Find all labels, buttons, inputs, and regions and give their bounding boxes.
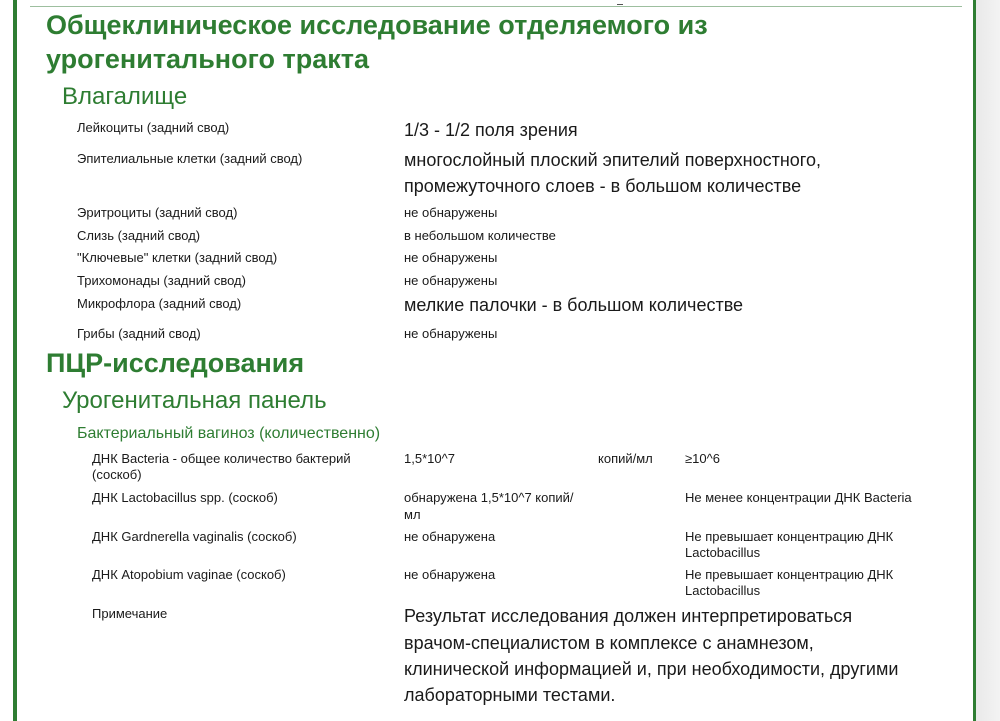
row-label-mucus: Слизь (задний свод) — [77, 228, 201, 243]
pcr-value-bacteria: 1,5*10^7 — [404, 451, 455, 466]
pcr-unit-bacteria: копий/мл — [598, 451, 653, 466]
row-value-leukocytes: 1/3 - 1/2 поля зрения — [404, 120, 578, 140]
row-value-microflora: мелкие палочки - в большом количестве — [404, 295, 744, 315]
row-label-erythrocytes: Эритроциты (задний свод) — [77, 205, 238, 220]
pcr-ref-atopobium-line1: Не превышает концентрацию ДНК — [685, 567, 894, 582]
row-label-microflora: Микрофлора (задний свод) — [77, 296, 242, 311]
pcr-value-gardnerella: не обнаружена — [404, 529, 496, 544]
panel-title-urogenital: Урогенитальная панель — [62, 387, 327, 414]
pcr-value-atopobium: не обнаружена — [404, 567, 496, 582]
note-label: Примечание — [92, 606, 168, 621]
pcr-label-atopobium: ДНК Atopobium vaginae (соскоб) — [92, 567, 286, 582]
pcr-ref-gardnerella-line1: Не превышает концентрацию ДНК — [685, 529, 894, 544]
pcr-ref-gardnerella-line2: Lactobacillus — [685, 545, 761, 560]
row-label-trichomonas: Трихомонады (задний свод) — [77, 273, 246, 288]
section-title-pcr: ПЦР-исследования — [46, 348, 305, 378]
pcr-value-lactobacillus-line2: мл — [404, 507, 421, 522]
row-value-trichomonas: не обнаружены — [404, 273, 498, 288]
pcr-ref-bacteria: ≥10^6 — [685, 451, 720, 466]
subpanel-title-bv: Бактериальный вагиноз (количественно) — [77, 425, 381, 442]
row-value-mucus: в небольшом количестве — [404, 228, 556, 243]
row-value-epithelial-line1: многослойный плоский эпителий поверхностного, — [404, 150, 821, 170]
note-text-line2: врачом-специалистом в комплексе с анамнезом, — [404, 633, 814, 653]
pcr-label-gardnerella: ДНК Gardnerella vaginalis (соскоб) — [92, 529, 297, 544]
row-value-epithelial-line2: промежуточного слоев - в большом количестве — [404, 176, 802, 196]
report-title-line2: урогенитального тракта — [46, 44, 369, 74]
pcr-ref-lactobacillus: Не менее концентрации ДНК Bacteria — [685, 490, 912, 505]
pcr-label-bacteria-line2: (соскоб) — [92, 467, 142, 482]
right-frame-bar — [973, 0, 1000, 721]
pcr-label-lactobacillus: ДНК Lactobacillus spp. (соскоб) — [92, 490, 278, 505]
pcr-label-bacteria-line1: ДНК Bacteria - общее количество бактерий — [92, 451, 351, 466]
section-title-vagina: Влагалище — [62, 83, 188, 110]
note-text-line1: Результат исследования должен интерпретироваться — [404, 606, 853, 626]
row-label-clue-cells: "Ключевые" клетки (задний свод) — [77, 250, 278, 265]
note-text-line4: лабораторными тестами. — [404, 685, 616, 705]
row-label-leukocytes: Лейкоциты (задний свод) — [77, 120, 230, 135]
row-value-fungi: не обнаружены — [404, 326, 498, 341]
row-label-epithelial: Эпителиальные клетки (задний свод) — [77, 151, 303, 166]
row-value-erythrocytes: не обнаружены — [404, 205, 498, 220]
row-value-clue-cells: не обнаружены — [404, 250, 498, 265]
pcr-ref-atopobium-line2: Lactobacillus — [685, 583, 761, 598]
note-text-line3: клинической информацией и, при необходимости, другими — [404, 659, 899, 679]
row-label-fungi: Грибы (задний свод) — [77, 326, 201, 341]
report-title-line1: Общеклиническое исследование отделяемого из — [46, 10, 708, 40]
pcr-value-lactobacillus-line1: обнаружена 1,5*10^7 копий/ — [404, 490, 574, 505]
